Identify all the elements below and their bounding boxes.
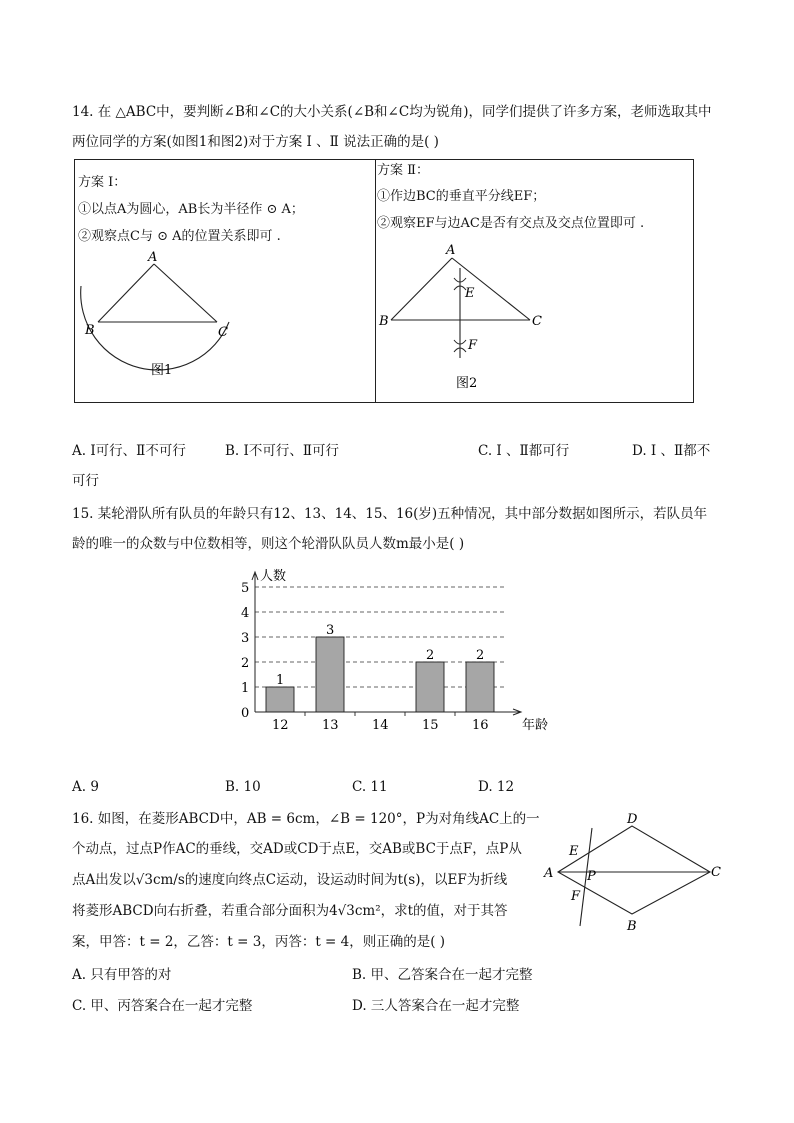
plan1-title: 方案 Ⅰ： [78, 175, 127, 190]
x-tick-15: 15 [422, 718, 439, 733]
label-b: B [627, 919, 637, 934]
bar-16 [466, 662, 494, 712]
label-a: A [446, 243, 456, 258]
side-ab [98, 264, 154, 322]
figure-2 [375, 240, 675, 395]
y-axis-label: 人数 [260, 569, 287, 584]
q16-option-d[interactable]: D. 三人答案合在一起才完整 [352, 998, 520, 1014]
caption-figure2: 图2 [456, 376, 478, 391]
label-f: F [571, 889, 581, 904]
side-ac [452, 258, 530, 320]
plan2-step1: ①作边BC的垂直平分线EF； [377, 189, 546, 204]
label-b: B [85, 323, 95, 338]
q16-option-b[interactable]: B. 甲、乙答案合在一起才完整 [352, 967, 533, 983]
rhombus-figure [540, 808, 730, 938]
bar-13 [316, 637, 344, 712]
figure-1 [74, 250, 374, 380]
label-c: C [218, 325, 228, 340]
q16-stem-line1: 16. 如图，在菱形ABCD中，AB = 6cm，∠B = 120°，P为对角线AC上的一 [72, 811, 540, 827]
q14-option-b[interactable]: B. Ⅰ不可行、Ⅱ可行 [225, 443, 340, 459]
data-label-16: 2 [476, 648, 485, 663]
q15-option-a[interactable]: A. 9 [72, 779, 99, 795]
q14-option-d[interactable]: D. Ⅰ 、Ⅱ都不 [632, 443, 711, 459]
q15-option-c[interactable]: C. 11 [352, 779, 388, 795]
x-tick-16: 16 [472, 718, 489, 733]
label-p: P [587, 869, 596, 884]
x-tick-13: 13 [322, 718, 339, 733]
label-a: A [544, 866, 554, 881]
q16-stem-line4: 将菱形ABCD向右折叠，若重合部分面积为4√3cm²，求t的值，对于其答 [72, 903, 508, 919]
label-f: F [468, 338, 478, 353]
side-ac [154, 264, 217, 322]
side-ab [391, 258, 452, 320]
plan2-step2: ②观察EF与边AC是否有交点及交点位置即可 . [377, 216, 645, 231]
q16-option-a[interactable]: A. 只有甲答的对 [72, 967, 172, 983]
q16-stem-line5: 案，甲答：t = 2，乙答：t = 3，丙答：t = 4，则正确的是( ) [72, 934, 446, 950]
plan1-step2: ②观察点C与 ⊙ A的位置关系即可 . [78, 229, 281, 244]
y-tick-5: 5 [241, 581, 250, 596]
q14-option-a[interactable]: A. Ⅰ可行、Ⅱ不可行 [72, 443, 186, 459]
age-bar-chart [230, 562, 560, 737]
y-tick-4: 4 [241, 606, 250, 621]
x-axis-label: 年龄 [522, 718, 549, 733]
x-tick-14: 14 [372, 718, 389, 733]
q16-stem-line2: 个动点，过点P作AC的垂线，交AD或CD于点E，交AB或BC于点F，点P从 [72, 841, 522, 857]
y-tick-2: 2 [241, 656, 250, 671]
circle-arc [81, 286, 229, 370]
q16-stem-line3: 点A出发以√3cm/s的速度向终点C运动，设运动时间为t(s)，以EF为折线 [72, 872, 508, 888]
y-tick-3: 3 [241, 631, 250, 646]
y-tick-0: 0 [241, 706, 250, 721]
data-label-12: 1 [276, 673, 285, 688]
q14-stem-line1: 14. 在 △ABC中，要判断∠B和∠C的大小关系(∠B和∠C均为锐角)，同学们提供了许多方案，老师选取其中 [72, 104, 712, 120]
q15-option-b[interactable]: B. 10 [225, 779, 261, 795]
q14-option-c[interactable]: C. Ⅰ 、Ⅱ都可行 [478, 443, 570, 459]
label-b: B [379, 314, 389, 329]
rhombus-abcd [558, 826, 710, 914]
q15-stem-line2: 龄的唯一的众数与中位数相等，则这个轮滑队队员人数m最小是( ) [72, 536, 465, 552]
q15-stem-line1: 15. 某轮滑队所有队员的年龄只有12、13、14、15、16(岁)五种情况，其中部分数据如图所示，若队员年 [72, 506, 708, 522]
x-tick-12: 12 [272, 718, 289, 733]
data-label-15: 2 [426, 648, 435, 663]
bar-12 [266, 687, 294, 712]
data-label-13: 3 [326, 623, 335, 638]
label-d: D [627, 812, 638, 827]
q14-stem-line2: 两位同学的方案(如图1和图2)对于方案 Ⅰ 、Ⅱ 说法正确的是( ) [72, 134, 439, 150]
caption-figure1: 图1 [151, 363, 173, 378]
label-e: E [569, 844, 579, 859]
label-c: C [711, 865, 721, 880]
label-c: C [532, 314, 542, 329]
plan1-step1: ①以点A为圆心，AB长为半径作 ⊙ A； [78, 202, 304, 217]
q16-option-c[interactable]: C. 甲、丙答案合在一起才完整 [72, 998, 253, 1014]
label-e: E [465, 286, 475, 301]
y-tick-1: 1 [241, 681, 250, 696]
q15-option-d[interactable]: D. 12 [478, 779, 515, 795]
plan2-title: 方案 Ⅱ： [377, 163, 429, 178]
bar-15 [416, 662, 444, 712]
label-a: A [148, 250, 158, 265]
q14-option-d-continued: 可行 [72, 473, 99, 489]
